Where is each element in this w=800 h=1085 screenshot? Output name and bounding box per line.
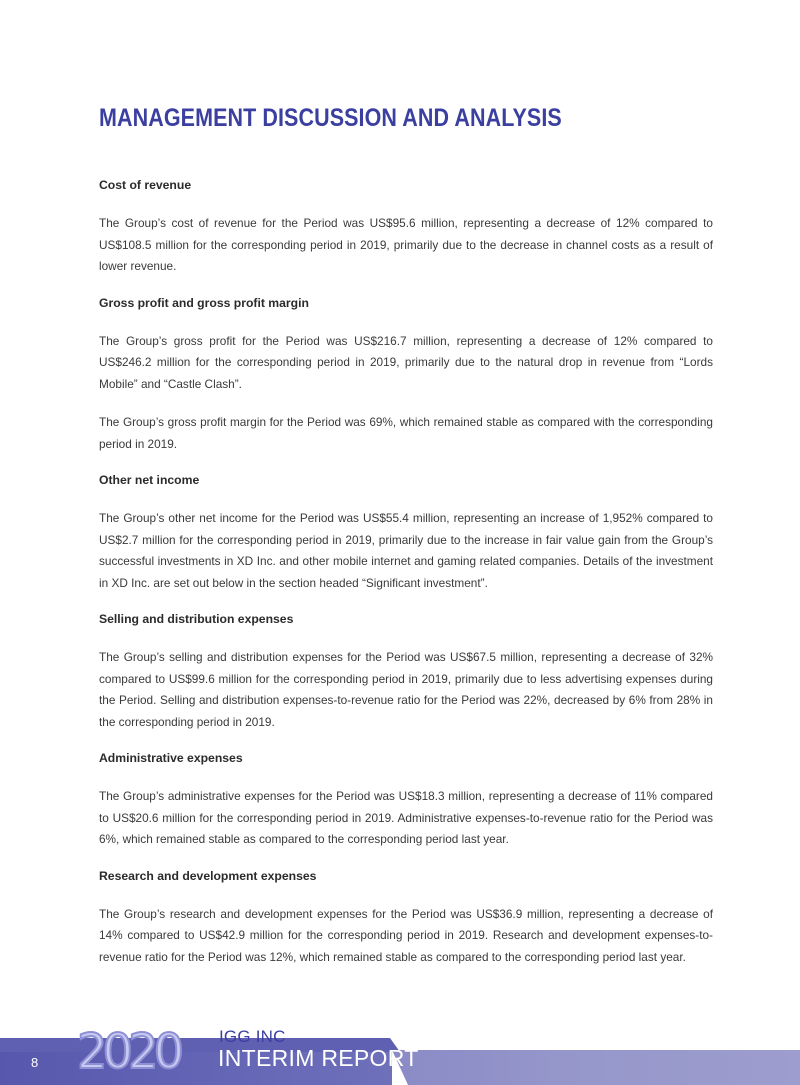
report-name: INTERIM REPORT [218, 1045, 419, 1071]
document-body [99, 177, 713, 985]
paragraph: The Group’s administrative expenses for the Period was US$18.3 million, representing a decrease of 11% compared to US$20.6 million for the corresponding period in 2019. Administrative expenses-to-revenue ratio for the Period was 6%, which remained stable as compared to the corresponding period last year. [99, 789, 713, 846]
page-number: 8 [31, 1055, 39, 1070]
section-research-development [99, 868, 713, 969]
year-logo: 2020 [77, 1024, 180, 1080]
section-heading: Administrative expenses [99, 751, 243, 765]
section-heading: Research and development expenses [99, 868, 317, 883]
section-administrative [99, 750, 713, 851]
page-footer [0, 1025, 800, 1085]
paragraph: The Group’s selling and distribution expenses for the Period was US$67.5 million, representing a decrease of 32% compared to US$99.6 million for the corresponding period in 2019, primarily due to less advertising expenses during the Period. Selling and distribution expenses-to-revenue ratio for the Period was 22%, decreased by 6% from 28% in the corresponding period in 2019. [99, 650, 713, 729]
paragraph: The Group’s research and development expenses for the Period was US$36.9 million, representing a decrease of 14% compared to US$42.9 million for the corresponding period in 2019. Research and development expenses-to-revenue ratio for the Period was 12%, which remained stable as compared to the corresponding period last year. [99, 906, 713, 964]
section-selling-distribution [99, 611, 713, 733]
paragraph: The Group’s cost of revenue for the Period was US$95.6 million, representing a decrease of 12% compared to US$108.5 million for the corresponding period in 2019, primarily due to the decrease in channel costs as a result of lower revenue. [99, 216, 713, 273]
footer-band-light [392, 1050, 800, 1085]
company-name: IGG INC [219, 1027, 286, 1046]
paragraph: The Group’s other net income for the Period was US$55.4 million, representing an increase of 1,952% compared to US$2.7 million for the corresponding period in 2019, primarily due to the increase in fair value gain from the Group’s successful investments in XD Inc. and other mobile internet and gaming related companies. Details of the investment in XD Inc. are set out below in the section headed “Significant investment”. [99, 511, 713, 590]
section-cost-of-revenue [99, 177, 713, 278]
section-heading: Other net income [99, 473, 200, 487]
section-other-net-income [99, 472, 713, 594]
paragraph: The Group’s gross profit margin for the Period was 69%, which remained stable as compared with the corresponding period in 2019. [99, 415, 713, 451]
section-gross-profit [99, 295, 713, 456]
section-heading: Selling and distribution expenses [99, 612, 294, 626]
section-heading: Cost of revenue [99, 178, 192, 192]
page-title: MANAGEMENT DISCUSSION AND ANALYSIS [99, 104, 562, 132]
section-heading: Gross profit and gross profit margin [99, 295, 309, 310]
paragraph: The Group’s gross profit for the Period was US$216.7 million, representing a decrease of 12% compared to US$246.2 million for the corresponding period in 2019, primarily due to the natural drop in revenue from “Lords Mobile” and “Castle Clash”. [99, 333, 713, 391]
